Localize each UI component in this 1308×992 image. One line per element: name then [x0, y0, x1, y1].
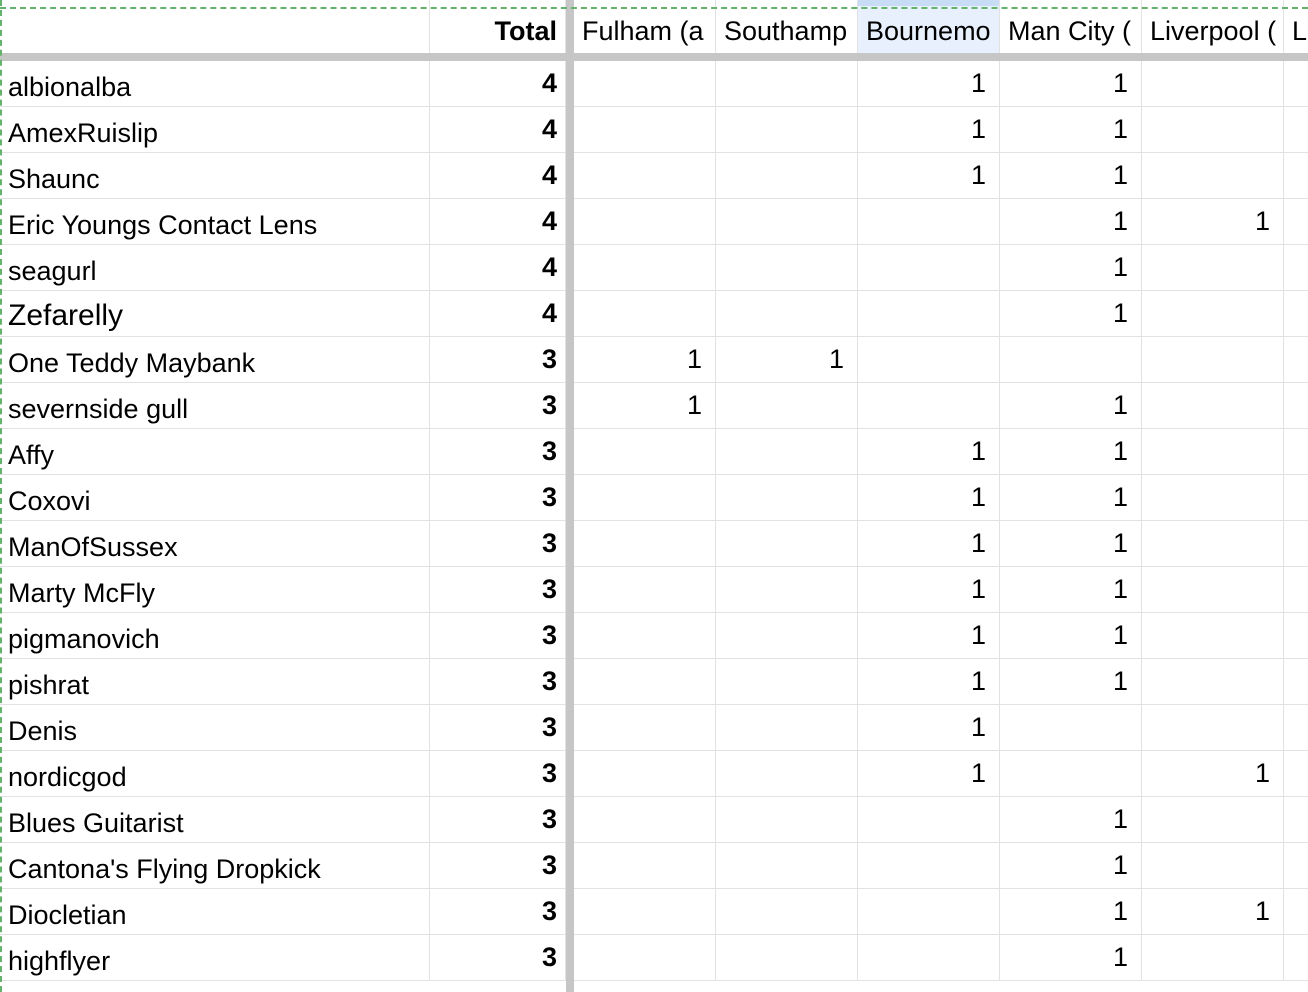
table-row	[0, 61, 1308, 107]
score-cell[interactable]: 1	[858, 521, 1000, 567]
score-cell[interactable]	[716, 889, 858, 935]
score-cell[interactable]	[1142, 245, 1284, 291]
score-cell[interactable]	[1284, 291, 1308, 337]
table-row	[0, 889, 1308, 935]
table-row	[0, 613, 1308, 659]
total-cell[interactable]: 4	[430, 153, 566, 199]
score-cell[interactable]	[1284, 153, 1308, 199]
score-cell[interactable]	[858, 337, 1000, 383]
name-cell[interactable]: Marty McFly	[0, 567, 430, 613]
score-cell[interactable]	[574, 245, 716, 291]
frozen-row-divider[interactable]	[0, 53, 1308, 61]
name-cell[interactable]: Cantona's Flying Dropkick	[0, 843, 430, 889]
score-cell[interactable]	[1284, 797, 1308, 843]
score-cell[interactable]	[1284, 659, 1308, 705]
score-cell[interactable]: 1	[1000, 153, 1142, 199]
score-cell[interactable]	[1000, 705, 1142, 751]
score-cell[interactable]: 1	[858, 613, 1000, 659]
score-cell[interactable]	[1142, 521, 1284, 567]
score-cell[interactable]: 1	[858, 61, 1000, 107]
score-cell[interactable]: 1	[1000, 889, 1142, 935]
score-cell[interactable]: 1	[858, 705, 1000, 751]
score-cell[interactable]	[716, 429, 858, 475]
total-cell[interactable]: 4	[430, 291, 566, 337]
score-cell[interactable]: 1	[1000, 245, 1142, 291]
copy-selection-border-top	[0, 7, 1308, 9]
total-cell[interactable]: 3	[430, 751, 566, 797]
score-cell[interactable]: 1	[858, 429, 1000, 475]
score-cell[interactable]	[1142, 705, 1284, 751]
score-cell[interactable]: 1	[858, 567, 1000, 613]
table-row	[0, 107, 1308, 153]
score-cell[interactable]: 1	[574, 337, 716, 383]
total-cell[interactable]: 3	[430, 705, 566, 751]
score-cell[interactable]	[1142, 567, 1284, 613]
score-cell[interactable]	[1142, 613, 1284, 659]
score-cell[interactable]	[574, 475, 716, 521]
table-row	[0, 383, 1308, 429]
score-cell[interactable]	[858, 935, 1000, 981]
score-cell[interactable]	[858, 383, 1000, 429]
score-cell[interactable]	[716, 659, 858, 705]
header-team-cell[interactable]: Bournemo	[858, 0, 1000, 53]
score-cell[interactable]	[1284, 613, 1308, 659]
score-cell[interactable]	[716, 843, 858, 889]
score-cell[interactable]: 1	[1000, 613, 1142, 659]
score-cell[interactable]: 1	[1000, 291, 1142, 337]
score-cell[interactable]: 1	[1000, 521, 1142, 567]
score-cell[interactable]	[716, 935, 858, 981]
score-cell[interactable]	[716, 751, 858, 797]
table-row	[0, 751, 1308, 797]
score-cell[interactable]	[1284, 245, 1308, 291]
total-cell[interactable]: 4	[430, 61, 566, 107]
total-cell[interactable]: 3	[430, 475, 566, 521]
table-row	[0, 199, 1308, 245]
score-cell[interactable]	[1284, 705, 1308, 751]
score-cell[interactable]	[1142, 107, 1284, 153]
name-cell[interactable]: One Teddy Maybank	[0, 337, 430, 383]
score-cell[interactable]	[1284, 383, 1308, 429]
score-cell[interactable]: 1	[574, 383, 716, 429]
name-cell[interactable]: Blues Guitarist	[0, 797, 430, 843]
score-cell[interactable]	[1000, 337, 1142, 383]
score-cell[interactable]	[716, 107, 858, 153]
header-total-cell[interactable]: Total	[430, 0, 566, 53]
score-cell[interactable]	[1142, 797, 1284, 843]
score-cell[interactable]	[858, 797, 1000, 843]
header-team-cell[interactable]: Man City (	[1000, 0, 1142, 53]
name-cell[interactable]: albionalba	[0, 61, 430, 107]
score-cell[interactable]	[1142, 291, 1284, 337]
header-team-cell[interactable]: L	[1284, 0, 1308, 53]
total-cell[interactable]: 3	[430, 843, 566, 889]
score-cell[interactable]	[574, 935, 716, 981]
score-cell[interactable]	[574, 291, 716, 337]
score-cell[interactable]: 1	[1142, 751, 1284, 797]
table-row	[0, 659, 1308, 705]
score-cell[interactable]	[1284, 843, 1308, 889]
score-cell[interactable]: 1	[1000, 61, 1142, 107]
score-cell[interactable]	[716, 291, 858, 337]
score-cell[interactable]	[716, 613, 858, 659]
name-cell[interactable]: pigmanovich	[0, 613, 430, 659]
score-cell[interactable]	[1142, 475, 1284, 521]
score-cell[interactable]	[858, 199, 1000, 245]
score-cell[interactable]	[716, 475, 858, 521]
score-cell[interactable]	[574, 797, 716, 843]
score-cell[interactable]	[858, 889, 1000, 935]
score-cell[interactable]	[716, 567, 858, 613]
score-cell[interactable]	[716, 199, 858, 245]
score-cell[interactable]	[574, 613, 716, 659]
score-cell[interactable]: 1	[858, 751, 1000, 797]
score-cell[interactable]: 1	[1000, 383, 1142, 429]
score-cell[interactable]	[1284, 935, 1308, 981]
score-cell[interactable]	[574, 659, 716, 705]
score-cell[interactable]	[574, 889, 716, 935]
name-cell[interactable]: Diocletian	[0, 889, 430, 935]
score-cell[interactable]: 1	[858, 153, 1000, 199]
score-cell[interactable]: 1	[1000, 797, 1142, 843]
score-cell[interactable]	[1142, 659, 1284, 705]
score-cell[interactable]	[858, 245, 1000, 291]
name-cell[interactable]: nordicgod	[0, 751, 430, 797]
score-cell[interactable]: 1	[1142, 889, 1284, 935]
score-cell[interactable]	[1142, 153, 1284, 199]
total-cell[interactable]: 3	[430, 383, 566, 429]
table-row	[0, 153, 1308, 199]
score-cell[interactable]	[1284, 567, 1308, 613]
score-cell[interactable]	[1284, 429, 1308, 475]
total-cell[interactable]: 4	[430, 245, 566, 291]
score-cell[interactable]	[1284, 475, 1308, 521]
header-team-cell[interactable]: Liverpool (	[1142, 0, 1284, 53]
score-cell[interactable]	[574, 61, 716, 107]
total-cell[interactable]: 3	[430, 889, 566, 935]
score-cell[interactable]	[716, 521, 858, 567]
score-cell[interactable]	[716, 153, 858, 199]
total-cell[interactable]: 4	[430, 199, 566, 245]
name-cell[interactable]: severnside gull	[0, 383, 430, 429]
score-cell[interactable]	[716, 383, 858, 429]
name-cell[interactable]: highflyer	[0, 935, 430, 981]
total-cell[interactable]: 3	[430, 429, 566, 475]
score-cell[interactable]: 1	[1000, 843, 1142, 889]
score-cell[interactable]: 1	[858, 475, 1000, 521]
score-cell[interactable]: 1	[1000, 199, 1142, 245]
score-cell[interactable]	[1284, 521, 1308, 567]
name-cell[interactable]: Denis	[0, 705, 430, 751]
score-cell[interactable]	[1284, 61, 1308, 107]
score-cell[interactable]	[574, 521, 716, 567]
score-cell[interactable]	[1284, 337, 1308, 383]
table-row	[0, 337, 1308, 383]
score-cell[interactable]	[574, 429, 716, 475]
table-row	[0, 843, 1308, 889]
table-row	[0, 291, 1308, 337]
score-cell[interactable]: 1	[1142, 199, 1284, 245]
score-cell[interactable]	[1142, 843, 1284, 889]
total-cell[interactable]: 3	[430, 337, 566, 383]
copy-selection-border-left	[0, 0, 2, 992]
score-cell[interactable]	[574, 107, 716, 153]
score-cell[interactable]	[858, 843, 1000, 889]
score-cell[interactable]	[574, 843, 716, 889]
score-cell[interactable]	[1284, 199, 1308, 245]
score-cell[interactable]	[574, 751, 716, 797]
table-row	[0, 935, 1308, 981]
header-team-cell[interactable]: Fulham (a	[574, 0, 716, 53]
name-cell[interactable]: Affy	[0, 429, 430, 475]
score-cell[interactable]	[716, 705, 858, 751]
table-row	[0, 429, 1308, 475]
table-row	[0, 475, 1308, 521]
total-cell[interactable]: 4	[430, 107, 566, 153]
score-cell[interactable]: 1	[1000, 475, 1142, 521]
score-cell[interactable]	[574, 567, 716, 613]
score-cell[interactable]	[1142, 935, 1284, 981]
total-cell[interactable]: 3	[430, 521, 566, 567]
total-cell[interactable]: 3	[430, 797, 566, 843]
score-cell[interactable]	[1142, 61, 1284, 107]
score-cell[interactable]	[716, 245, 858, 291]
score-cell[interactable]	[574, 705, 716, 751]
score-cell[interactable]	[1142, 429, 1284, 475]
score-cell[interactable]: 1	[1000, 429, 1142, 475]
table-row	[0, 705, 1308, 751]
table-row	[0, 245, 1308, 291]
score-cell[interactable]	[1000, 751, 1142, 797]
score-cell[interactable]	[1142, 383, 1284, 429]
total-cell[interactable]: 3	[430, 613, 566, 659]
score-cell[interactable]	[858, 291, 1000, 337]
total-cell[interactable]: 3	[430, 935, 566, 981]
score-cell[interactable]	[574, 153, 716, 199]
score-cell[interactable]: 1	[1000, 935, 1142, 981]
score-cell[interactable]: 1	[716, 337, 858, 383]
score-cell[interactable]: 1	[858, 659, 1000, 705]
total-cell[interactable]: 3	[430, 659, 566, 705]
table-row	[0, 567, 1308, 613]
score-cell[interactable]: 1	[858, 107, 1000, 153]
score-cell[interactable]: 1	[1000, 107, 1142, 153]
score-cell[interactable]	[716, 61, 858, 107]
score-cell[interactable]	[574, 199, 716, 245]
score-cell[interactable]	[1284, 751, 1308, 797]
score-cell[interactable]	[1284, 889, 1308, 935]
name-cell[interactable]: Coxovi	[0, 475, 430, 521]
table-row	[0, 521, 1308, 567]
score-cell[interactable]	[716, 797, 858, 843]
name-cell[interactable]: Shaunc	[0, 153, 430, 199]
name-cell[interactable]: Eric Youngs Contact Lens	[0, 199, 430, 245]
frozen-column-divider[interactable]	[566, 0, 574, 992]
header-team-cell[interactable]: Southamp	[716, 0, 858, 53]
score-cell[interactable]	[1284, 107, 1308, 153]
score-cell[interactable]: 1	[1000, 659, 1142, 705]
score-cell[interactable]	[1142, 337, 1284, 383]
name-cell[interactable]: seagurl	[0, 245, 430, 291]
score-cell[interactable]: 1	[1000, 567, 1142, 613]
table-row	[0, 797, 1308, 843]
name-cell[interactable]: ManOfSussex	[0, 521, 430, 567]
name-cell[interactable]: pishrat	[0, 659, 430, 705]
name-cell[interactable]: Zefarelly	[0, 291, 430, 337]
total-cell[interactable]: 3	[430, 567, 566, 613]
name-cell[interactable]: AmexRuislip	[0, 107, 430, 153]
